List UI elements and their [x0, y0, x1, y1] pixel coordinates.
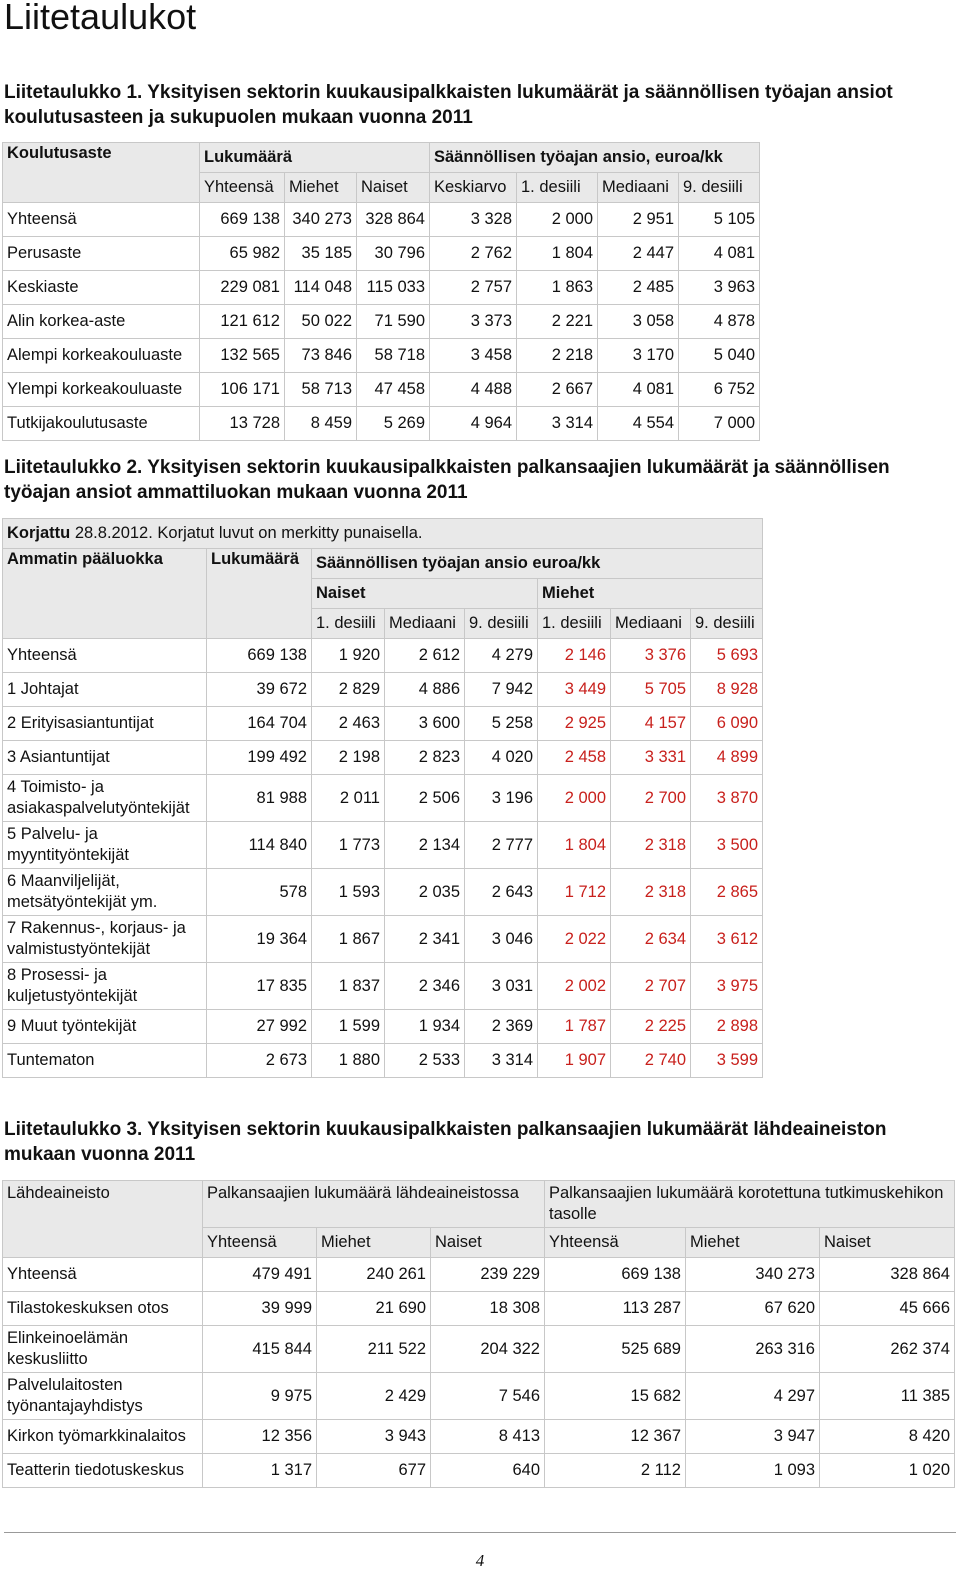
- table1-cell: 2 447: [598, 237, 679, 271]
- table2-cell: 1 773: [312, 822, 385, 869]
- table2-col-header: Ammatin pääluokka: [3, 549, 207, 639]
- table1-col-header: Yhteensä: [200, 173, 285, 203]
- table3-col-header: Miehet: [317, 1228, 431, 1258]
- table1-row-label: Keskiaste: [3, 271, 200, 305]
- table2-cell: 2 700: [611, 775, 691, 822]
- table2-note-text: 28.8.2012. Korjatut luvut on merkitty punaisella.: [70, 524, 423, 542]
- table2-row-label: 9 Muut työntekijät: [3, 1010, 207, 1044]
- table3-cell: 11 385: [820, 1373, 955, 1420]
- table3-cell: 4 297: [686, 1373, 820, 1420]
- table1-cell: 5 105: [679, 203, 760, 237]
- table1-cell: 35 185: [285, 237, 357, 271]
- table2-cell: 114 840: [207, 822, 312, 869]
- table1-cell: 2 000: [517, 203, 598, 237]
- table2-cell: 3 612: [691, 916, 763, 963]
- table2-row-label: 1 Johtajat: [3, 673, 207, 707]
- table2-cell: 2 346: [385, 963, 465, 1010]
- table1-cell: 106 171: [200, 373, 285, 407]
- table2-cell: 2 898: [691, 1010, 763, 1044]
- table3-row-label: Teatterin tiedotuskeskus: [3, 1454, 203, 1488]
- table1-cell: 4 081: [598, 373, 679, 407]
- table2-col-header: 9. desiili: [465, 609, 538, 639]
- table2-col-header: Lukumäärä: [207, 549, 312, 639]
- table3-col-header: Yhteensä: [203, 1228, 317, 1258]
- table2-cell: 3 196: [465, 775, 538, 822]
- table2-cell: 2 777: [465, 822, 538, 869]
- table1-cell: 132 565: [200, 339, 285, 373]
- table2-cell: 2 318: [611, 869, 691, 916]
- table2-cell: 2 318: [611, 822, 691, 869]
- table1-row: [3, 339, 760, 373]
- table1-cell: 73 846: [285, 339, 357, 373]
- table2-caption-label: Liitetaulukko 2.: [4, 457, 143, 478]
- table3-row-label: Yhteensä: [3, 1258, 203, 1292]
- table3-cell: 669 138: [545, 1258, 686, 1292]
- table1-col-header: Koulutusaste: [3, 143, 200, 203]
- table1-cell: 4 878: [679, 305, 760, 339]
- table1-group-header: Säännöllisen työajan ansio, euroa/kk: [430, 143, 760, 173]
- table3-cell: 262 374: [820, 1326, 955, 1373]
- table2-cell: 3 314: [465, 1044, 538, 1078]
- table2-group-header: Naiset: [312, 579, 538, 609]
- table2-cell: 2 533: [385, 1044, 465, 1078]
- table2-row-label: 4 Toimisto- ja asiakaspalvelutyöntekijät: [3, 775, 207, 822]
- table3-cell: 204 322: [431, 1326, 545, 1373]
- table2-row: [3, 916, 763, 963]
- table2-cell: 3 449: [538, 673, 611, 707]
- table1-cell: 50 022: [285, 305, 357, 339]
- table1-cell: 4 081: [679, 237, 760, 271]
- table2-cell: 2 134: [385, 822, 465, 869]
- table3-row-label: Kirkon työmarkkinalaitos: [3, 1420, 203, 1454]
- table1-caption: [4, 80, 956, 130]
- table2-col-header: 1. desiili: [312, 609, 385, 639]
- table2-cell: 2 506: [385, 775, 465, 822]
- table1-col-header: Miehet: [285, 173, 357, 203]
- table3-cell: 12 356: [203, 1420, 317, 1454]
- table2: [2, 518, 763, 1078]
- table1-cell: 2 757: [430, 271, 517, 305]
- table3-cell: 1 020: [820, 1454, 955, 1488]
- table3-row: [3, 1373, 955, 1420]
- table3-cell: 479 491: [203, 1258, 317, 1292]
- table2-cell: 27 992: [207, 1010, 312, 1044]
- table2-cell: 1 920: [312, 639, 385, 673]
- table1-cell: 115 033: [357, 271, 430, 305]
- table2-cell: 3 500: [691, 822, 763, 869]
- table1-cell: 3 373: [430, 305, 517, 339]
- table3-group-header: Palkansaajien lukumäärä lähdeaineistossa: [203, 1181, 545, 1228]
- table3-row-label: Palvelulaitosten työnantajayhdistys: [3, 1373, 203, 1420]
- table1-row: [3, 237, 760, 271]
- table2-row-label: Tuntematon: [3, 1044, 207, 1078]
- table3-cell: 1 093: [686, 1454, 820, 1488]
- table3-group-header: Palkansaajien lukumäärä korotettuna tutkimuskehikon tasolle: [545, 1181, 955, 1228]
- table2-cell: 4 157: [611, 707, 691, 741]
- table2-row: [3, 639, 763, 673]
- table2-cell: 3 331: [611, 741, 691, 775]
- table1-cell: 65 982: [200, 237, 285, 271]
- table1-cell: 47 458: [357, 373, 430, 407]
- table3-col-header: Naiset: [820, 1228, 955, 1258]
- table1-cell: 2 951: [598, 203, 679, 237]
- table2-cell: 4 886: [385, 673, 465, 707]
- table1-row-label: Tutkijakoulutusaste: [3, 407, 200, 441]
- table3-cell: 7 546: [431, 1373, 545, 1420]
- table2-cell: 81 988: [207, 775, 312, 822]
- table1-cell: 4 488: [430, 373, 517, 407]
- table2-col-header: Mediaani: [611, 609, 691, 639]
- table2-cell: 1 712: [538, 869, 611, 916]
- table2-cell: 5 705: [611, 673, 691, 707]
- table1-cell: 328 864: [357, 203, 430, 237]
- table2-row: [3, 869, 763, 916]
- table1-cell: 58 718: [357, 339, 430, 373]
- table3-cell: 340 273: [686, 1258, 820, 1292]
- table1-row-label: Perusaste: [3, 237, 200, 271]
- table2-cell: 2 829: [312, 673, 385, 707]
- table3-cell: 677: [317, 1454, 431, 1488]
- table2-cell: 1 599: [312, 1010, 385, 1044]
- table2-row-label: 6 Maanviljelijät, metsätyöntekijät ym.: [3, 869, 207, 916]
- table2-row: [3, 963, 763, 1010]
- table2-cell: 17 835: [207, 963, 312, 1010]
- table1-cell: 1 863: [517, 271, 598, 305]
- table1-header-row1: [3, 143, 760, 173]
- table1-cell: 13 728: [200, 407, 285, 441]
- table2-row-label: 3 Asiantuntijat: [3, 741, 207, 775]
- table2-cell: 3 031: [465, 963, 538, 1010]
- table2-row-label: Yhteensä: [3, 639, 207, 673]
- footer-divider: [4, 1532, 956, 1533]
- table1-cell: 3 458: [430, 339, 517, 373]
- table2-caption-text: Yksityisen sektorin kuukausipalkkaisten palkansaajien lukumäärät ja säännöllisen työajan ansiot ammattiluokan mukaan vuonna 2011: [4, 457, 890, 503]
- table1-cell: 229 081: [200, 271, 285, 305]
- table1-cell: 30 796: [357, 237, 430, 271]
- table3-header-row1: [3, 1181, 955, 1228]
- table2-cell: 2 022: [538, 916, 611, 963]
- table3-caption: [4, 1117, 956, 1167]
- table1-cell: 2 667: [517, 373, 598, 407]
- table2-note-row: [3, 519, 763, 549]
- table2-cell: 2 035: [385, 869, 465, 916]
- table2-cell: 3 600: [385, 707, 465, 741]
- table2-group-header: Säännöllisen työajan ansio euroa/kk: [312, 549, 763, 579]
- table3-cell: 240 261: [317, 1258, 431, 1292]
- table2-row: [3, 741, 763, 775]
- table1-cell: 1 804: [517, 237, 598, 271]
- table3-cell: 2 429: [317, 1373, 431, 1420]
- table3-cell: 12 367: [545, 1420, 686, 1454]
- table2-cell: 2 865: [691, 869, 763, 916]
- table3-body: [3, 1258, 955, 1488]
- table1-col-header: Mediaani: [598, 173, 679, 203]
- table2-note: [3, 519, 763, 549]
- table3-col-header: Yhteensä: [545, 1228, 686, 1258]
- table1-cell: 4 554: [598, 407, 679, 441]
- table2-cell: 2 146: [538, 639, 611, 673]
- table1-col-header: 9. desiili: [679, 173, 760, 203]
- table2-row-label: 8 Prosessi- ja kuljetustyöntekijät: [3, 963, 207, 1010]
- table2-row: [3, 1010, 763, 1044]
- table1-cell: 5 040: [679, 339, 760, 373]
- table3-cell: 9 975: [203, 1373, 317, 1420]
- table3-cell: 21 690: [317, 1292, 431, 1326]
- table2-row-label: 5 Palvelu- ja myyntityöntekijät: [3, 822, 207, 869]
- table1-cell: 2 218: [517, 339, 598, 373]
- table3-cell: 45 666: [820, 1292, 955, 1326]
- table2-cell: 1 804: [538, 822, 611, 869]
- table2-cell: 4 279: [465, 639, 538, 673]
- table2-cell: 2 341: [385, 916, 465, 963]
- table3-row: [3, 1420, 955, 1454]
- table2-cell: 1 907: [538, 1044, 611, 1078]
- table2-cell: 2 458: [538, 741, 611, 775]
- table1-cell: 340 273: [285, 203, 357, 237]
- table2-body: [3, 639, 763, 1078]
- table1-cell: 3 170: [598, 339, 679, 373]
- table3-cell: 15 682: [545, 1373, 686, 1420]
- table2-row: [3, 822, 763, 869]
- table2-cell: 3 975: [691, 963, 763, 1010]
- table2-cell: 8 928: [691, 673, 763, 707]
- table2-col-header: 1. desiili: [538, 609, 611, 639]
- table3-cell: 3 947: [686, 1420, 820, 1454]
- table1-cell: 8 459: [285, 407, 357, 441]
- table1-row: [3, 305, 760, 339]
- table2-cell: 1 867: [312, 916, 385, 963]
- table1-cell: 6 752: [679, 373, 760, 407]
- table3-cell: 1 317: [203, 1454, 317, 1488]
- table2-cell: 2 225: [611, 1010, 691, 1044]
- table1-row-label: Yhteensä: [3, 203, 200, 237]
- table1-caption-label: Liitetaulukko 1.: [4, 82, 143, 103]
- table2-cell: 164 704: [207, 707, 312, 741]
- table1-cell: 3 963: [679, 271, 760, 305]
- table1-cell: 4 964: [430, 407, 517, 441]
- table2-note-bold: Korjattu: [7, 524, 71, 542]
- table2-cell: 19 364: [207, 916, 312, 963]
- table2-cell: 2 002: [538, 963, 611, 1010]
- table1-row: [3, 407, 760, 441]
- table2-cell: 1 837: [312, 963, 385, 1010]
- table1-cell: 669 138: [200, 203, 285, 237]
- table2-cell: 4 020: [465, 741, 538, 775]
- table3-col-header: Naiset: [431, 1228, 545, 1258]
- table2-cell: 1 593: [312, 869, 385, 916]
- table3-cell: 8 420: [820, 1420, 955, 1454]
- table1-cell: 5 269: [357, 407, 430, 441]
- table2-cell: 2 823: [385, 741, 465, 775]
- table2-cell: 2 634: [611, 916, 691, 963]
- table2-cell: 5 258: [465, 707, 538, 741]
- table1-cell: 2 221: [517, 305, 598, 339]
- table2-cell: 39 672: [207, 673, 312, 707]
- table2-cell: 2 011: [312, 775, 385, 822]
- table3-row: [3, 1326, 955, 1373]
- table3-cell: 415 844: [203, 1326, 317, 1373]
- table2-cell: 6 090: [691, 707, 763, 741]
- table3-cell: 18 308: [431, 1292, 545, 1326]
- table2-cell: 2 463: [312, 707, 385, 741]
- table3-cell: 239 229: [431, 1258, 545, 1292]
- table2-cell: 2 925: [538, 707, 611, 741]
- table2-row-label: 7 Rakennus-, korjaus- ja valmistustyöntekijät: [3, 916, 207, 963]
- table3-col-header: Lähdeaineisto: [3, 1181, 203, 1258]
- table2-col-header: Mediaani: [385, 609, 465, 639]
- table1-cell: 7 000: [679, 407, 760, 441]
- table2-caption: [4, 455, 956, 505]
- table2-row-label: 2 Erityisasiantuntijat: [3, 707, 207, 741]
- table3-row: [3, 1258, 955, 1292]
- table3-cell: 2 112: [545, 1454, 686, 1488]
- table3-row: [3, 1454, 955, 1488]
- page-number: 4: [475, 1551, 485, 1570]
- table2-cell: 3 376: [611, 639, 691, 673]
- table3-cell: 640: [431, 1454, 545, 1488]
- table2-row: [3, 707, 763, 741]
- table2-group-header: Miehet: [538, 579, 763, 609]
- table1-cell: 3 314: [517, 407, 598, 441]
- table1-row: [3, 271, 760, 305]
- table1-cell: 2 762: [430, 237, 517, 271]
- table3: [2, 1180, 955, 1488]
- table1-body: [3, 203, 760, 441]
- table3-cell: 211 522: [317, 1326, 431, 1373]
- table2-col-header: 9. desiili: [691, 609, 763, 639]
- table2-cell: 2 369: [465, 1010, 538, 1044]
- table2-cell: 1 934: [385, 1010, 465, 1044]
- table3-caption-label: Liitetaulukko 3.: [4, 1119, 143, 1140]
- table1-cell: 3 058: [598, 305, 679, 339]
- table2-cell: 2 000: [538, 775, 611, 822]
- table2-row: [3, 673, 763, 707]
- table3-caption-text: Yksityisen sektorin kuukausipalkkaisten palkansaajien lukumäärät lähdeaineiston mukaan vuonna 2011: [4, 1119, 887, 1165]
- table3-cell: 525 689: [545, 1326, 686, 1373]
- table3-cell: 39 999: [203, 1292, 317, 1326]
- table2-cell: 669 138: [207, 639, 312, 673]
- table3-cell: 8 413: [431, 1420, 545, 1454]
- table3-row-label: Tilastokeskuksen otos: [3, 1292, 203, 1326]
- table2-cell: 1 880: [312, 1044, 385, 1078]
- table3-cell: 113 287: [545, 1292, 686, 1326]
- table1-cell: 3 328: [430, 203, 517, 237]
- table2-cell: 2 612: [385, 639, 465, 673]
- table3-cell: 328 864: [820, 1258, 955, 1292]
- table2-row: [3, 1044, 763, 1078]
- table2-cell: 7 942: [465, 673, 538, 707]
- table3-col-header: Miehet: [686, 1228, 820, 1258]
- table1-cell: 71 590: [357, 305, 430, 339]
- table2-cell: 5 693: [691, 639, 763, 673]
- table2-cell: 1 787: [538, 1010, 611, 1044]
- table1-cell: 114 048: [285, 271, 357, 305]
- table1-col-header: Naiset: [357, 173, 430, 203]
- table2-cell: 199 492: [207, 741, 312, 775]
- table1-caption-text: Yksityisen sektorin kuukausipalkkaisten lukumäärät ja säännöllisen työajan ansiot koulutusasteen ja sukupuolen mukaan vuonna 2011: [4, 82, 893, 128]
- table3-cell: 67 620: [686, 1292, 820, 1326]
- table2-cell: 2 740: [611, 1044, 691, 1078]
- table2-cell: 3 599: [691, 1044, 763, 1078]
- table2-cell: 2 198: [312, 741, 385, 775]
- table1-row-label: Alin korkea-aste: [3, 305, 200, 339]
- table1-group-header: Lukumäärä: [200, 143, 430, 173]
- table1-row-label: Ylempi korkeakouluaste: [3, 373, 200, 407]
- table2-cell: 2 707: [611, 963, 691, 1010]
- table2-cell: 3 870: [691, 775, 763, 822]
- page-title: Liitetaulukot: [4, 0, 197, 37]
- table1-row: [3, 203, 760, 237]
- table3-cell: 263 316: [686, 1326, 820, 1373]
- table1-col-header: 1. desiili: [517, 173, 598, 203]
- table2-cell: 2 673: [207, 1044, 312, 1078]
- table1-cell: 121 612: [200, 305, 285, 339]
- table3-cell: 3 943: [317, 1420, 431, 1454]
- table3-row: [3, 1292, 955, 1326]
- table3-row-label: Elinkeinoelämän keskusliitto: [3, 1326, 203, 1373]
- table2-cell: 2 643: [465, 869, 538, 916]
- table1-row-label: Alempi korkeakouluaste: [3, 339, 200, 373]
- table2-cell: 578: [207, 869, 312, 916]
- table1: [2, 142, 760, 441]
- table2-row: [3, 775, 763, 822]
- table1-col-header: Keskiarvo: [430, 173, 517, 203]
- table1-row: [3, 373, 760, 407]
- table2-cell: 4 899: [691, 741, 763, 775]
- table1-cell: 58 713: [285, 373, 357, 407]
- table2-cell: 3 046: [465, 916, 538, 963]
- table2-header-row1: [3, 549, 763, 579]
- table1-cell: 2 485: [598, 271, 679, 305]
